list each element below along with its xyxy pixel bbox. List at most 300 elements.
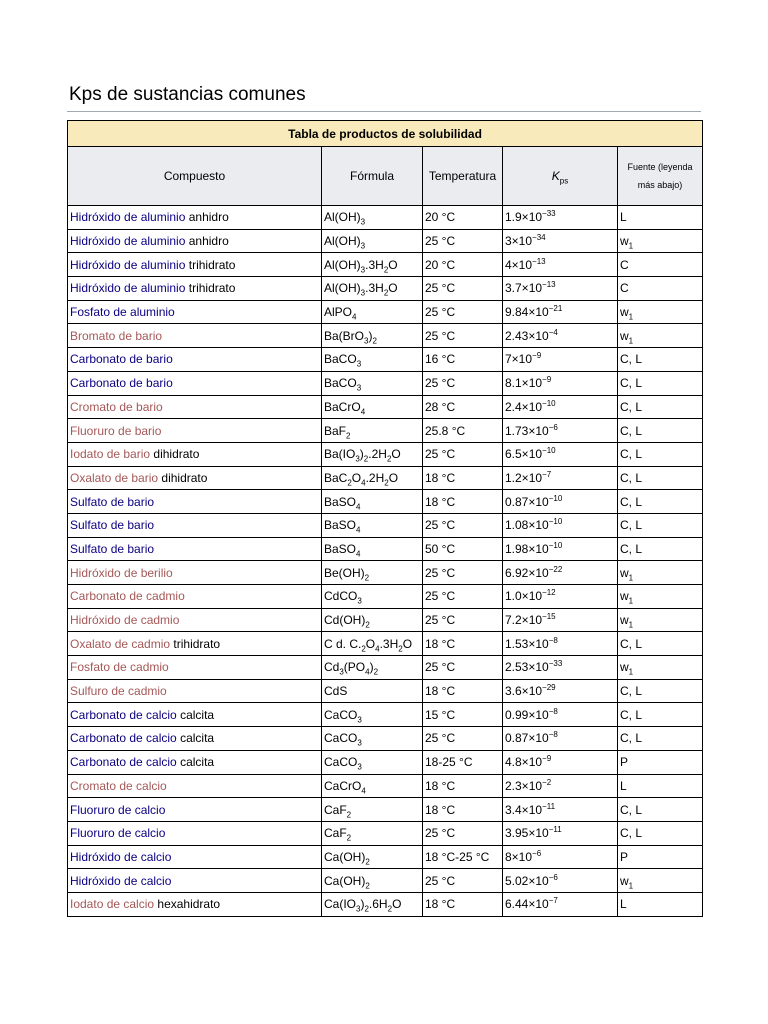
compound-link[interactable]: Fluoruro de calcio xyxy=(70,826,166,841)
text-segment: C, L xyxy=(620,447,643,462)
cell-fuente xyxy=(618,277,703,301)
cell-compuesto xyxy=(68,466,322,490)
table-row xyxy=(68,253,703,277)
text-segment: C, L xyxy=(620,494,643,509)
text-segment: w xyxy=(620,873,629,888)
kps-mantissa: 2.4×10 xyxy=(505,399,543,414)
compound-suffix: anhidro xyxy=(185,234,229,249)
table-row xyxy=(68,442,703,466)
compound-link[interactable]: Bromato de bario xyxy=(70,328,163,343)
cell-formula xyxy=(322,206,423,230)
compound-link[interactable]: Hidróxido de calcio xyxy=(70,873,172,888)
cell-kps xyxy=(503,442,618,466)
text-segment: C, L xyxy=(620,541,643,556)
cell-kps xyxy=(503,727,618,751)
header-formula: Fórmula xyxy=(322,147,423,206)
subscript: 3 xyxy=(356,904,361,914)
text-segment: w xyxy=(620,234,629,249)
cell-formula xyxy=(322,774,423,798)
kps-mantissa: 1.98×10 xyxy=(505,541,549,556)
cell-compuesto xyxy=(68,869,322,893)
subscript: 2 xyxy=(346,809,352,819)
kps-mantissa: 2.43×10 xyxy=(505,328,549,343)
cell-formula xyxy=(322,277,423,301)
kps-exponent: −11 xyxy=(548,825,562,835)
compound-suffix: dihidrato xyxy=(150,447,200,462)
cell-temperatura: 18 °C xyxy=(423,490,503,514)
table-row xyxy=(68,727,703,751)
text-segment: (PO xyxy=(343,660,366,675)
cell-compuesto xyxy=(68,277,322,301)
cell-kps xyxy=(503,395,618,419)
cell-fuente xyxy=(618,869,703,893)
kps-mantissa: 3.4×10 xyxy=(505,802,543,817)
compound-suffix: dihidrato xyxy=(158,470,208,485)
text-segment: P xyxy=(620,755,629,770)
subscript: 2 xyxy=(398,644,403,654)
subscript: 4 xyxy=(360,407,366,417)
subscript: 2 xyxy=(384,478,389,488)
kps-exponent: −7 xyxy=(542,469,552,479)
table-row xyxy=(68,324,703,348)
text-segment: C, L xyxy=(620,636,643,651)
cell-formula xyxy=(322,537,423,561)
text-segment: C, L xyxy=(620,376,643,391)
compound-link[interactable]: Cromato de bario xyxy=(70,399,163,414)
cell-fuente xyxy=(618,703,703,727)
table-body xyxy=(68,206,703,917)
table-row xyxy=(68,395,703,419)
text-segment: O xyxy=(402,636,413,651)
subscript: 2 xyxy=(363,454,369,464)
cell-formula xyxy=(322,442,423,466)
kps-exponent: −6 xyxy=(548,872,558,882)
compound-link[interactable]: Iodato de bario xyxy=(70,447,151,462)
compound-link[interactable]: Hidróxido de calcio xyxy=(70,849,172,864)
cell-temperatura: 25 °C xyxy=(423,869,503,893)
text-segment: CaCO xyxy=(324,755,358,770)
table-row xyxy=(68,656,703,680)
text-segment: Al(OH) xyxy=(324,281,361,296)
kps-mantissa: 1.9×10 xyxy=(505,210,543,225)
kps-exponent: −8 xyxy=(548,730,558,740)
cell-fuente xyxy=(618,419,703,443)
cell-compuesto xyxy=(68,656,322,680)
table-row xyxy=(68,632,703,656)
text-segment: Al(OH) xyxy=(324,234,361,249)
cell-kps xyxy=(503,632,618,656)
table-row xyxy=(68,277,703,301)
text-segment: .3H xyxy=(379,636,399,651)
cell-fuente xyxy=(618,608,703,632)
cell-temperatura: 20 °C xyxy=(423,206,503,230)
cell-formula xyxy=(322,608,423,632)
subscript: 1 xyxy=(628,336,634,346)
subscript: 3 xyxy=(357,715,362,725)
cell-fuente xyxy=(618,774,703,798)
compound-link[interactable]: Fosfato de aluminio xyxy=(70,305,175,320)
text-segment: BaCO xyxy=(324,352,357,367)
kps-mantissa: 1.73×10 xyxy=(505,423,549,438)
cell-formula xyxy=(322,419,423,443)
cell-fuente xyxy=(618,229,703,253)
cell-fuente xyxy=(618,466,703,490)
cell-kps xyxy=(503,324,618,348)
kps-exponent: −13 xyxy=(532,256,546,266)
cell-temperatura: 25 °C xyxy=(423,561,503,585)
text-segment: O xyxy=(391,447,401,462)
compound-link[interactable]: Hidróxido de aluminio xyxy=(70,210,186,225)
cell-kps xyxy=(503,679,618,703)
kps-mantissa: 1.08×10 xyxy=(505,518,549,533)
text-segment: .3H xyxy=(365,257,384,272)
compound-link[interactable]: Sulfuro de cadmio xyxy=(70,684,167,699)
cell-formula xyxy=(322,845,423,869)
compound-link[interactable]: Carbonato de calcio xyxy=(70,707,177,722)
cell-formula xyxy=(322,679,423,703)
cell-temperatura: 18 °C xyxy=(423,774,503,798)
text-segment: .2H xyxy=(365,470,385,485)
header-kps xyxy=(503,147,618,206)
cell-temperatura: 16 °C xyxy=(423,348,503,372)
subscript: 2 xyxy=(383,288,389,298)
subscript: 2 xyxy=(387,904,393,914)
cell-compuesto xyxy=(68,442,322,466)
text-segment: w xyxy=(620,328,629,343)
kps-mantissa: 1.2×10 xyxy=(505,470,543,485)
compound-suffix: calcita xyxy=(176,707,215,722)
subscript: 2 xyxy=(386,454,392,464)
cell-temperatura: 50 °C xyxy=(423,537,503,561)
cell-fuente xyxy=(618,727,703,751)
header-temperatura: Temperatura xyxy=(423,147,503,206)
cell-temperatura: 25 °C xyxy=(423,300,503,324)
cell-compuesto xyxy=(68,774,322,798)
cell-compuesto xyxy=(68,798,322,822)
text-segment: Al(OH) xyxy=(324,257,361,272)
cell-compuesto xyxy=(68,300,322,324)
cell-formula xyxy=(322,869,423,893)
header-fuente: Fuente (leyenda más abajo) xyxy=(618,147,703,206)
cell-fuente xyxy=(618,300,703,324)
cell-compuesto xyxy=(68,324,322,348)
kps-exponent: −12 xyxy=(542,588,556,598)
compound-suffix: calcita xyxy=(176,731,215,746)
subscript: 1 xyxy=(628,596,634,606)
subscript: 2 xyxy=(365,857,370,867)
cell-compuesto xyxy=(68,206,322,230)
cell-kps xyxy=(503,892,618,916)
cell-compuesto xyxy=(68,750,322,774)
text-segment: L xyxy=(620,778,627,793)
cell-temperatura: 25 °C xyxy=(423,513,503,537)
kps-mantissa: 4.8×10 xyxy=(505,755,543,770)
table-row xyxy=(68,206,703,230)
cell-kps xyxy=(503,656,618,680)
compound-link[interactable]: Hidróxido de aluminio xyxy=(70,281,186,296)
text-segment: Ba(BrO xyxy=(324,328,365,343)
cell-compuesto xyxy=(68,632,322,656)
kps-exponent: −7 xyxy=(548,896,558,906)
cell-kps xyxy=(503,561,618,585)
cell-temperatura: 28 °C xyxy=(423,395,503,419)
kps-mantissa: 1.53×10 xyxy=(505,636,549,651)
cell-temperatura: 18-25 °C xyxy=(423,750,503,774)
text-segment: ) xyxy=(368,328,373,343)
kps-mantissa: 0.87×10 xyxy=(505,731,549,746)
table-row xyxy=(68,869,703,893)
compound-link[interactable]: Fluoruro de calcio xyxy=(70,802,166,817)
cell-temperatura: 25 °C xyxy=(423,585,503,609)
text-segment: w xyxy=(620,660,629,675)
compound-link[interactable]: Hidróxido de aluminio xyxy=(70,234,186,249)
kps-exponent: −2 xyxy=(542,777,552,787)
cell-kps xyxy=(503,608,618,632)
kps-mantissa: 0.99×10 xyxy=(505,707,549,722)
subscript: 1 xyxy=(628,241,634,251)
cell-formula xyxy=(322,750,423,774)
cell-kps xyxy=(503,585,618,609)
kps-mantissa: 0.87×10 xyxy=(505,494,549,509)
compound-link[interactable]: Cromato de calcio xyxy=(70,778,167,793)
compound-link[interactable]: Oxalato de cadmio xyxy=(70,636,171,651)
kps-mantissa: 2.53×10 xyxy=(505,660,549,675)
cell-kps xyxy=(503,348,618,372)
subscript: 2 xyxy=(364,573,370,583)
cell-formula xyxy=(322,561,423,585)
cell-formula xyxy=(322,632,423,656)
cell-fuente xyxy=(618,513,703,537)
kps-subscript: ps xyxy=(559,176,569,186)
compound-link[interactable]: Sulfato de bario xyxy=(70,541,155,556)
cell-kps xyxy=(503,798,618,822)
compound-link[interactable]: Hidróxido de cadmio xyxy=(70,613,180,628)
cell-fuente xyxy=(618,679,703,703)
cell-compuesto xyxy=(68,845,322,869)
kps-exponent: −6 xyxy=(532,848,542,858)
text-segment: O xyxy=(351,470,362,485)
text-segment: P xyxy=(620,849,629,864)
table-row xyxy=(68,490,703,514)
cell-compuesto xyxy=(68,253,322,277)
compound-link[interactable]: Carbonato de calcio xyxy=(70,731,177,746)
text-segment: Cd xyxy=(324,660,340,675)
kps-exponent: −33 xyxy=(542,209,556,219)
cell-fuente xyxy=(618,845,703,869)
cell-compuesto xyxy=(68,229,322,253)
table-row xyxy=(68,561,703,585)
cell-fuente xyxy=(618,348,703,372)
kps-mantissa: 8.1×10 xyxy=(505,376,543,391)
cell-fuente xyxy=(618,750,703,774)
kps-exponent: −21 xyxy=(548,304,563,314)
kps-exponent: −13 xyxy=(542,280,556,290)
table-row xyxy=(68,798,703,822)
table-row xyxy=(68,750,703,774)
kps-mantissa: 7×10 xyxy=(505,352,533,367)
cell-formula xyxy=(322,656,423,680)
text-segment: C, L xyxy=(620,707,643,722)
kps-exponent: −10 xyxy=(542,398,556,408)
subscript: 2 xyxy=(373,667,379,677)
kps-exponent: −8 xyxy=(548,635,558,645)
text-segment: O xyxy=(365,636,376,651)
compound-link[interactable]: Carbonato de bario xyxy=(70,352,173,367)
compound-link[interactable]: Hidróxido de aluminio xyxy=(70,257,186,272)
page-title: Kps de sustancias comunes xyxy=(69,84,306,105)
subscript: 4 xyxy=(356,549,361,559)
text-segment: C, L xyxy=(620,399,643,414)
text-segment: Al(OH) xyxy=(324,210,361,225)
kps-mantissa: 3.6×10 xyxy=(505,684,543,699)
text-segment: Ca(IO xyxy=(324,897,357,912)
text-segment: C, L xyxy=(620,518,643,533)
cell-formula xyxy=(322,892,423,916)
cell-compuesto xyxy=(68,679,322,703)
subscript: 2 xyxy=(383,265,389,275)
kps-exponent: −10 xyxy=(548,517,563,527)
subscript: 4 xyxy=(356,525,361,535)
cell-kps xyxy=(503,371,618,395)
text-segment: O xyxy=(392,897,402,912)
cell-compuesto xyxy=(68,348,322,372)
table-row xyxy=(68,774,703,798)
compound-suffix: trihidrato xyxy=(170,636,221,651)
text-segment: .3H xyxy=(365,281,384,296)
cell-fuente xyxy=(618,561,703,585)
compound-link[interactable]: Sulfato de bario xyxy=(70,494,155,509)
text-segment: L xyxy=(620,210,627,225)
cell-formula xyxy=(322,513,423,537)
cell-formula xyxy=(322,585,423,609)
subscript: 3 xyxy=(357,762,362,772)
header-compuesto: Compuesto xyxy=(68,147,322,206)
kps-exponent: −11 xyxy=(542,801,556,811)
table-row xyxy=(68,537,703,561)
cell-compuesto xyxy=(68,395,322,419)
subscript: 2 xyxy=(346,833,352,843)
subscript: 3 xyxy=(356,359,362,369)
cell-formula xyxy=(322,348,423,372)
kps-exponent: −9 xyxy=(542,375,552,385)
compound-link[interactable]: Hidróxido de berilio xyxy=(70,565,173,580)
cell-compuesto xyxy=(68,419,322,443)
cell-temperatura: 25 °C xyxy=(423,442,503,466)
text-segment: BaF xyxy=(324,423,347,438)
subscript: 3 xyxy=(356,383,362,393)
text-segment: C, L xyxy=(620,684,643,699)
text-segment: C, L xyxy=(620,423,643,438)
cell-formula xyxy=(322,821,423,845)
subscript: 2 xyxy=(365,880,370,890)
cell-kps xyxy=(503,703,618,727)
cell-kps xyxy=(503,490,618,514)
cell-compuesto xyxy=(68,561,322,585)
table-row xyxy=(68,608,703,632)
cell-fuente xyxy=(618,490,703,514)
kps-mantissa: 6.44×10 xyxy=(505,897,549,912)
kps-exponent: −22 xyxy=(548,564,563,574)
subscript: 2 xyxy=(361,644,366,654)
text-segment: L xyxy=(620,897,627,912)
table-row xyxy=(68,821,703,845)
solubility-table xyxy=(67,120,703,917)
subscript: 3 xyxy=(360,241,366,251)
cell-temperatura: 25 °C xyxy=(423,324,503,348)
compound-link[interactable]: Fosfato de cadmio xyxy=(70,660,169,675)
text-segment: C, L xyxy=(620,470,643,485)
subscript: 2 xyxy=(364,904,369,914)
table-row xyxy=(68,845,703,869)
cell-kps xyxy=(503,229,618,253)
table-row xyxy=(68,585,703,609)
table-row xyxy=(68,703,703,727)
text-segment: Cd(OH) xyxy=(324,613,366,628)
compound-link[interactable]: Carbonato de bario xyxy=(70,376,173,391)
cell-kps xyxy=(503,821,618,845)
kps-mantissa: 6.92×10 xyxy=(505,565,549,580)
text-segment: w xyxy=(620,589,629,604)
compound-suffix: hexahidrato xyxy=(154,897,221,912)
compound-link[interactable]: Fluoruro de bario xyxy=(70,423,162,438)
compound-suffix: trihidrato xyxy=(185,281,236,296)
compound-suffix: anhidro xyxy=(185,210,229,225)
compound-link[interactable]: Sulfato de bario xyxy=(70,518,155,533)
text-segment: CaF xyxy=(324,802,347,817)
text-segment: O xyxy=(388,470,399,485)
cell-fuente xyxy=(618,821,703,845)
kps-exponent: −4 xyxy=(548,327,558,337)
cell-kps xyxy=(503,774,618,798)
text-segment: C, L xyxy=(620,352,643,367)
compound-link[interactable]: Iodato de calcio xyxy=(70,897,155,912)
subscript: 2 xyxy=(365,620,370,630)
kps-exponent: −6 xyxy=(548,422,558,432)
cell-temperatura: 18 °C xyxy=(423,466,503,490)
subscript: 3 xyxy=(364,336,369,346)
cell-temperatura: 25 °C xyxy=(423,821,503,845)
compound-link[interactable]: Carbonato de cadmio xyxy=(70,589,185,604)
subscript: 3 xyxy=(360,288,366,298)
cell-compuesto xyxy=(68,608,322,632)
kps-mantissa: 5.02×10 xyxy=(505,873,549,888)
kps-exponent: −9 xyxy=(542,754,552,764)
cell-kps xyxy=(503,466,618,490)
cell-temperatura: 25.8 °C xyxy=(423,419,503,443)
subscript: 1 xyxy=(628,312,634,322)
compound-link[interactable]: Oxalato de bario xyxy=(70,470,159,485)
cell-kps xyxy=(503,253,618,277)
compound-link[interactable]: Carbonato de calcio xyxy=(70,755,177,770)
text-segment: CdCO xyxy=(324,589,358,604)
text-segment: AlPO xyxy=(324,305,353,320)
text-segment: Ba(IO xyxy=(324,447,356,462)
cell-formula xyxy=(322,229,423,253)
text-segment: C xyxy=(620,257,629,272)
text-segment: Be(OH) xyxy=(324,565,365,580)
table-row xyxy=(68,229,703,253)
text-segment: w xyxy=(620,565,629,580)
cell-formula xyxy=(322,395,423,419)
kps-exponent: −10 xyxy=(548,540,563,550)
cell-fuente xyxy=(618,253,703,277)
text-segment: C, L xyxy=(620,826,643,841)
cell-formula xyxy=(322,798,423,822)
cell-fuente xyxy=(618,892,703,916)
cell-kps xyxy=(503,750,618,774)
cell-temperatura: 18 °C xyxy=(423,679,503,703)
text-segment: w xyxy=(620,305,629,320)
